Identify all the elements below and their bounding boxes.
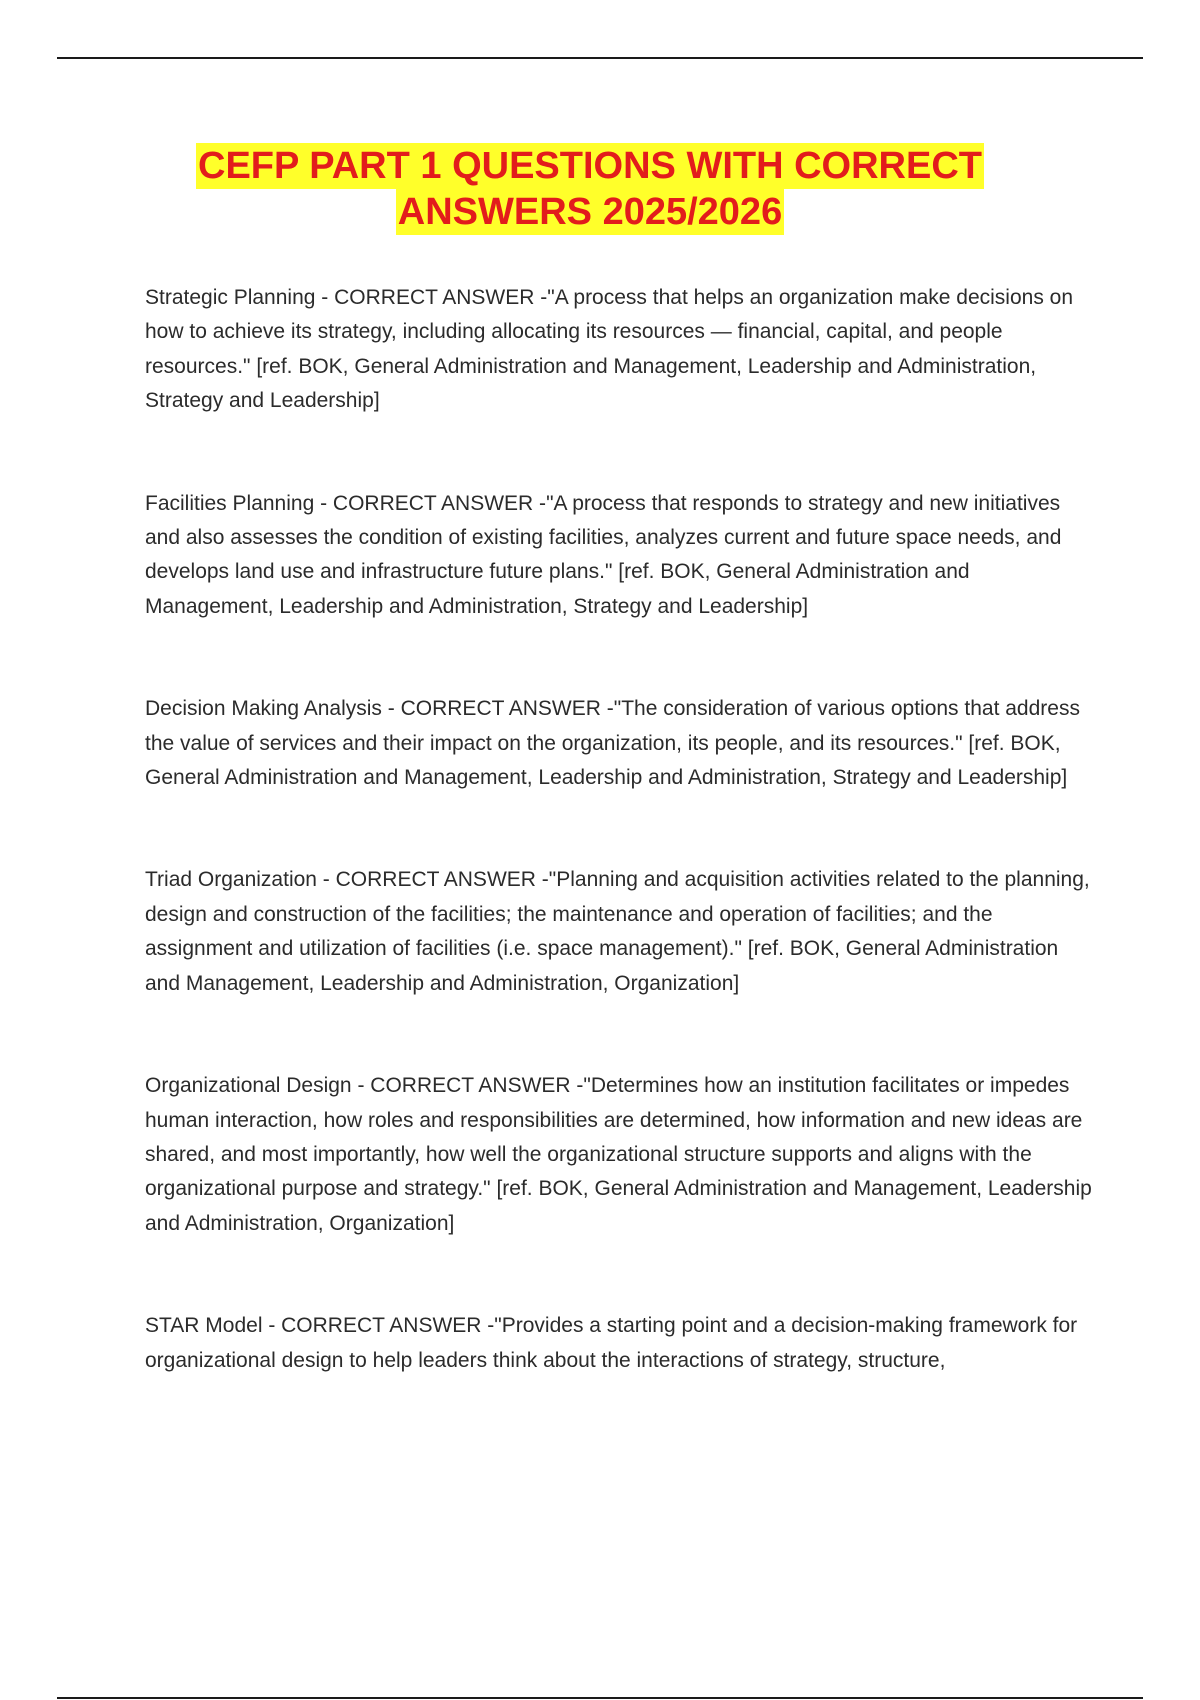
entry-definition: "Planning and acquisition activities related to the planning, design and construction of the facilities; the maintenance and operation of facilities; and the assignment and utilization of facilities (i.e. space management)." [ref. BOK, General Administration and Management, Leadership and Administration, Organization] <box>145 868 1090 995</box>
qa-entry-decision-making-analysis <box>145 692 1095 795</box>
document-title <box>140 143 1040 235</box>
bottom-divider <box>57 1697 1143 1699</box>
entry-definition: "Determines how an institution facilitates or impedes human interaction, how roles and responsibilities are determined, how information and new ideas are shared, and most importantly, how well the organizational structure supports and aligns with the organizational purpose and strategy." [ref. BOK, General Administration and Management, Leadership and Administration, Organization] <box>145 1074 1092 1235</box>
entry-separator: - CORRECT ANSWER - <box>381 697 614 721</box>
qa-entry-triad-organization <box>145 863 1095 1001</box>
entry-term: Organizational Design <box>145 1074 352 1098</box>
qa-entry-facilities-planning <box>145 487 1095 625</box>
entry-separator: - CORRECT ANSWER - <box>315 286 548 309</box>
entry-definition: "A process that responds to strategy and new initiatives and also assesses the condition of existing facilities, analyzes current and future space needs, and develops land use and infrastructure future plans." [ref. BOK, General Administration and Management, Leadership and Administration, Strategy and Leadership] <box>145 491 1062 618</box>
qa-list <box>145 281 1095 1446</box>
qa-entry-organizational-design <box>145 1069 1095 1241</box>
entry-separator: - CORRECT ANSWER - <box>262 1314 495 1338</box>
entry-term: Strategic Planning <box>145 286 316 309</box>
entry-separator: - CORRECT ANSWER - <box>351 1074 584 1098</box>
entry-term: STAR Model <box>145 1314 263 1338</box>
entry-term: Decision Making Analysis <box>145 697 382 721</box>
entry-definition: "Provides a starting point and a decision-making framework for organizational design to help leaders think about the interactions of strategy, structure, <box>145 1314 1078 1372</box>
entry-separator: - CORRECT ANSWER - <box>316 868 549 892</box>
qa-entry-strategic-planning <box>145 281 1095 419</box>
entry-separator: - CORRECT ANSWER - <box>314 491 547 515</box>
entry-definition: "The consideration of various options that address the value of services and their impact on the organization, its people, and its resources." [ref. BOK, General Administration and Management, Leadership and Administration, Strategy and Leadership] <box>145 697 1080 790</box>
qa-entry-star-model <box>145 1309 1095 1378</box>
entry-term: Triad Organization <box>145 868 317 892</box>
entry-definition: "A process that helps an organization make decisions on how to achieve its strategy, including allocating its resources — financial, capital, and people resources." [ref. BOK, General Administration and Management, Leadership and Administration, Strategy and Leadership] <box>145 286 1074 413</box>
title-line-2: ANSWERS 2025/2026 <box>397 191 783 233</box>
entry-term: Facilities Planning <box>145 491 315 515</box>
top-divider <box>57 57 1143 59</box>
title-line-1: CEFP PART 1 QUESTIONS WITH CORRECT <box>198 145 982 187</box>
